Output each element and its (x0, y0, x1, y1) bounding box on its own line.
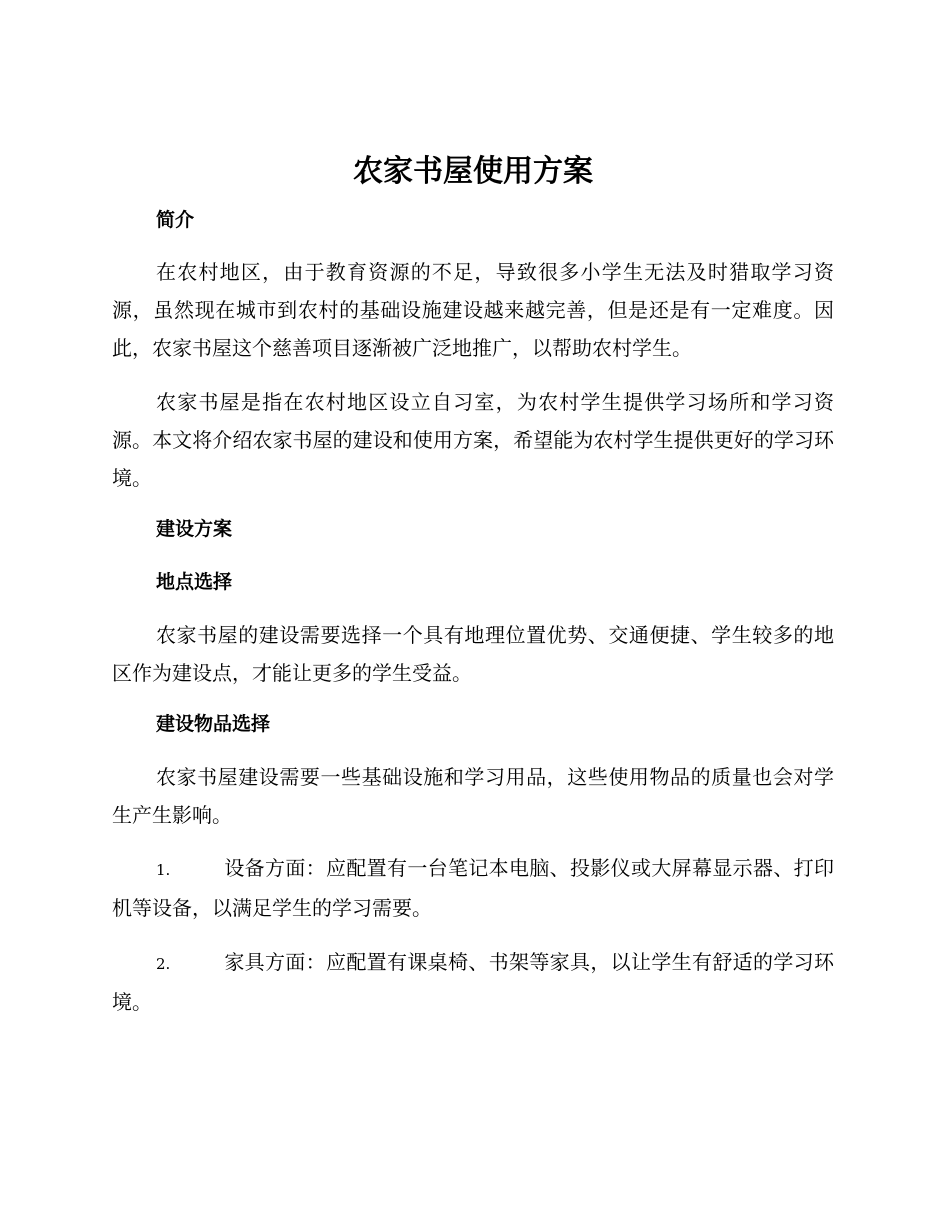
document-title: 农家书屋使用方案 (353, 154, 593, 189)
list-item-number: 1. (156, 861, 171, 879)
list-item-number: 2. (156, 955, 171, 973)
goods-selection-paragraph: 农家书屋建设需要一些基础设施和学习用品，这些使用物品的质量也会对学生产生影响。 (112, 765, 834, 827)
goods-selection-heading: 建设物品选择 (156, 713, 271, 735)
intro-heading: 简介 (156, 209, 195, 231)
list-item (112, 849, 834, 927)
intro-paragraph-2: 农家书屋是指在农村地区设立自习室，为农村学生提供学习场所和学习资源。本文将介绍农家书屋的建设和使用方案，希望能为农村学生提供更好的学习环境。 (112, 390, 834, 490)
site-selection-heading: 地点选择 (156, 571, 233, 593)
list-item (112, 943, 834, 1021)
document-page (112, 148, 834, 1021)
build-plan-heading: 建设方案 (156, 518, 233, 540)
site-selection-paragraph: 农家书屋的建设需要选择一个具有地理位置优势、交通便捷、学生较多的地区作为建设点，才能让更多的学生受益。 (112, 623, 834, 685)
intro-paragraph-1: 在农村地区，由于教育资源的不足，导致很多小学生无法及时猎取学习资源，虽然现在城市到农村的基础设施建设越来越完善，但是还是有一定难度。因此，农家书屋这个慈善项目逐渐被广泛地推广，以帮助农村学生。 (112, 260, 834, 360)
list-item-text: 设备方面：应配置有一台笔记本电脑、投影仪或大屏幕显示器、打印机等设备，以满足学生的学习需要。 (112, 856, 834, 920)
list-item-text: 家具方面：应配置有课桌椅、书架等家具，以让学生有舒适的学习环境。 (112, 950, 834, 1014)
